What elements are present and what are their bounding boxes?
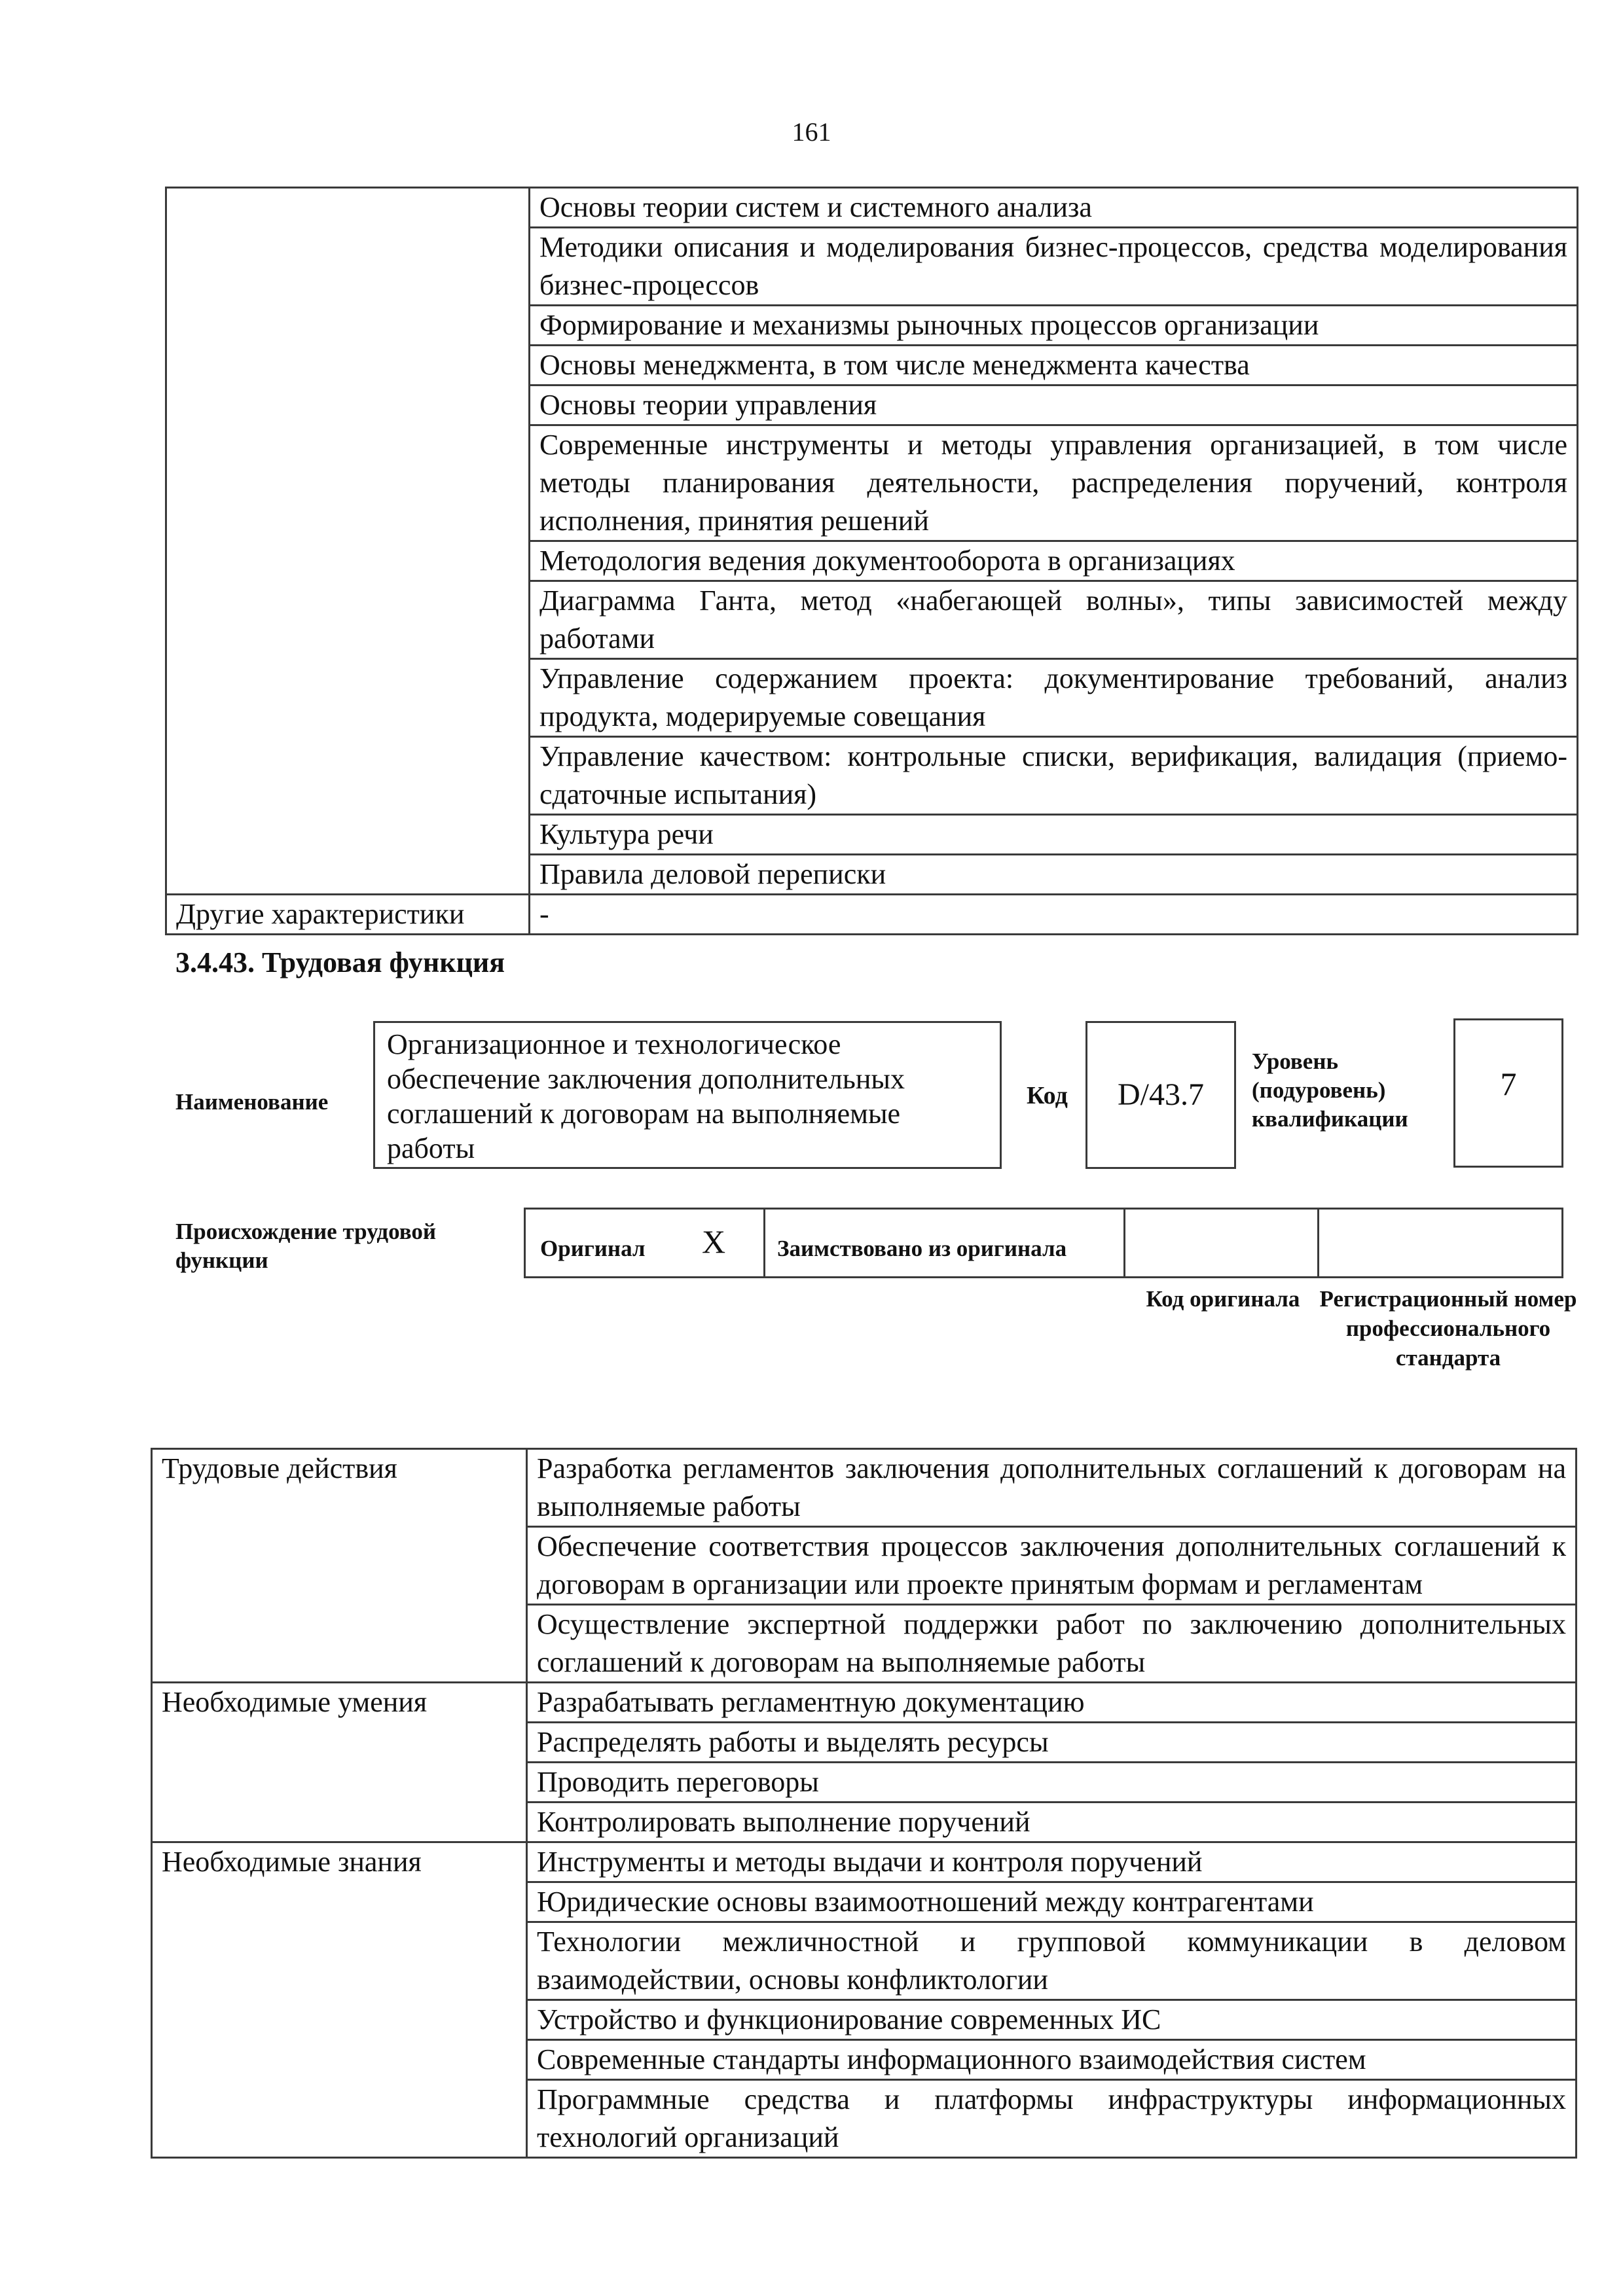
table-cell: Инструменты и методы выдачи и контроля поручений	[527, 1842, 1577, 1882]
table-cell: Современные стандарты информационного взаимодействия систем	[527, 2040, 1577, 2080]
table-cell: Основы теории систем и системного анализа	[530, 188, 1578, 228]
code-label: Код	[1027, 1082, 1068, 1109]
origin-label: Происхождение трудовой функции	[175, 1219, 437, 1273]
table-cell: Управление качеством: контрольные списки, верификация, валидация (приемо-сдаточные испытания)	[530, 737, 1578, 815]
table-cell: Современные инструменты и методы управления организацией, в том числе методы планирования деятельности, распределения поручений, контроля исполнения, принятия решений	[530, 425, 1578, 541]
table-cell: Технологии межличностной и групповой коммуникации в деловом взаимодействии, основы конфликтологии	[527, 1922, 1577, 2000]
other-characteristics-label: Другие характеристики	[166, 895, 530, 935]
table-cell: Контролировать выполнение поручений	[527, 1803, 1577, 1842]
function-name-box: Организационное и технологическое обеспечение заключения дополнительных соглашений к договорам на выполняемые работы	[373, 1021, 1002, 1169]
actions-label: Трудовые действия	[152, 1449, 527, 1683]
table-cell: Проводить переговоры	[527, 1763, 1577, 1803]
knowledge-continuation-table	[165, 187, 1578, 935]
code-original-caption: Код оригинала	[1146, 1286, 1300, 1312]
original-label: Оригинал	[540, 1236, 646, 1261]
other-characteristics-value: -	[530, 895, 1578, 935]
table-cell: Методики описания и моделирования бизнес-процессов, средства моделирования бизнес-процессов	[530, 228, 1578, 306]
table-cell: Основы менеджмента, в том числе менеджмента качества	[530, 346, 1578, 386]
table-row	[152, 1842, 1577, 1882]
reg-number-caption: Регистрационный номер профессионального стандарта	[1319, 1286, 1577, 1371]
table-row	[166, 895, 1578, 935]
table-cell: Культура речи	[530, 815, 1578, 855]
table-cell: Осуществление экспертной поддержки работ по заключению дополнительных соглашений к договорам на выполняемые работы	[527, 1605, 1577, 1683]
table-cell: Правила деловой переписки	[530, 855, 1578, 895]
skills-label: Необходимые умения	[152, 1683, 527, 1842]
empty-label-cell	[166, 188, 530, 895]
original-mark: X	[702, 1223, 726, 1260]
table-cell: Основы теории управления	[530, 386, 1578, 425]
table-cell: Программные средства и платформы инфраструктуры информационных технологий организаций	[527, 2080, 1577, 2158]
table-cell: Устройство и функционирование современных ИС	[527, 2000, 1577, 2040]
borrowed-cell	[765, 1210, 1125, 1276]
table-cell: Обеспечение соответствия процессов заключения дополнительных соглашений к договорам в организации или проекте принятым формам и регламентам	[527, 1527, 1577, 1605]
table-row	[152, 1683, 1577, 1723]
level-value-box: 7	[1453, 1018, 1563, 1168]
function-details-table	[151, 1448, 1577, 2159]
code-value-box: D/43.7	[1085, 1021, 1236, 1169]
origin-row	[524, 1208, 1563, 1278]
page-number: 161	[792, 117, 831, 147]
original-cell	[526, 1210, 765, 1276]
table-cell: Разработка регламентов заключения дополнительных соглашений к договорам на выполняемые работы	[527, 1449, 1577, 1527]
table-row	[152, 1449, 1577, 1527]
borrowed-label: Заимствовано из оригинала	[777, 1236, 1067, 1261]
table-cell: Методология ведения документооборота в организациях	[530, 541, 1578, 581]
table-row	[166, 188, 1578, 228]
original-code-cell	[1125, 1210, 1319, 1276]
table-cell: Распределять работы и выделять ресурсы	[527, 1723, 1577, 1763]
name-label: Наименование	[175, 1089, 329, 1115]
table-cell: Формирование и механизмы рыночных процессов организации	[530, 306, 1578, 346]
table-cell: Диаграмма Ганта, метод «набегающей волны», типы зависимостей между работами	[530, 581, 1578, 659]
table-cell: Управление содержанием проекта: документирование требований, анализ продукта, модерируемые совещания	[530, 659, 1578, 737]
level-label: Уровень (подуровень) квалификации	[1252, 1049, 1408, 1132]
table-cell: Юридические основы взаимоотношений между контрагентами	[527, 1882, 1577, 1922]
table-cell: Разрабатывать регламентную документацию	[527, 1683, 1577, 1723]
knowledge-label: Необходимые знания	[152, 1842, 527, 2158]
section-title: 3.4.43. Трудовая функция	[175, 946, 505, 978]
